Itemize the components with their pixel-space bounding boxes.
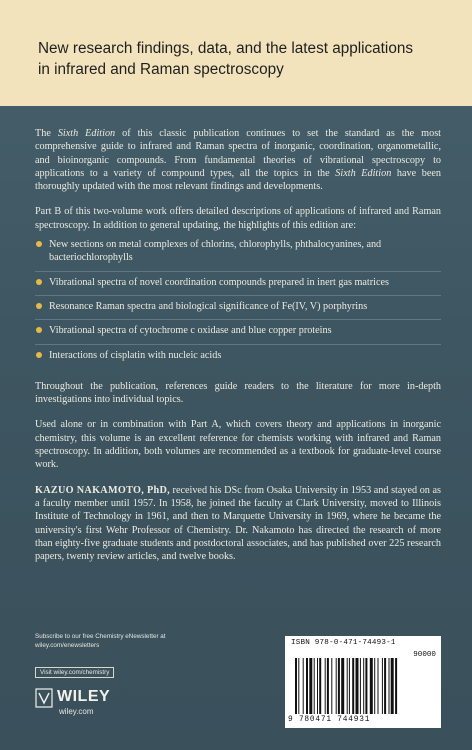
- price-code: 90000: [413, 651, 436, 659]
- author-bio: received his DSc from Osaka University in 1953 and stayed on as a faculty member until 1957. In 1958, he joined the faculty at Clark University, moved to Illinois Institute of Technology in 1961, and then to Marquette University in 1969, where he became the university's first Wehr Professor of Chemistry. Dr. Nakamoto has directed the research of more than eighty-five graduate students and postdoctoral associates, and has published over 225 research papers, twenty review articles, and twelve books.: [35, 484, 441, 563]
- intro-mid: of this classic publication continues to set the standard as the most comprehensive guide to infrared and Raman spectra of inorganic, coordination, organometallic, and bioinorganic compounds. From fundamental theories of vibrational spectroscopy to applications to a variety of compound types, all the topics in the: [35, 128, 441, 179]
- headline-line-1: New research findings, data, and the latest applications: [38, 40, 413, 57]
- barcode: [285, 636, 441, 728]
- publisher-name: WILEY: [57, 688, 111, 705]
- edition-title: Sixth Edition: [335, 167, 392, 179]
- highlight-item: [35, 300, 441, 320]
- highlights-list: [35, 238, 441, 368]
- newsletter-line-1: Subscribe to our free Chemistry eNewsletter at: [35, 633, 166, 640]
- highlight-text: Resonance Raman spectra and biological significance of Fe(IV, V) porphyrins: [49, 300, 368, 312]
- references-paragraph: Throughout the publication, references guide readers to the literature for more in-depth investigations into individual topics.: [35, 380, 441, 406]
- highlight-text: Vibrational spectra of novel coordination compounds prepared in inert gas matrices: [49, 276, 389, 288]
- highlight-text: Interactions of cisplatin with nucleic acids: [49, 349, 222, 361]
- newsletter-note: [35, 632, 235, 650]
- bullet-icon: [36, 279, 42, 285]
- intro-pre: The: [35, 128, 58, 139]
- ean-digits: 9 780471 744931: [288, 716, 371, 724]
- headline-banner: [0, 0, 472, 106]
- part-b-paragraph: Part B of this two-volume work offers detailed descriptions of applications of infrared and Raman spectroscopy. In addition to general updating, the highlights of this edition are:: [35, 206, 441, 231]
- author-paragraph: [35, 484, 441, 564]
- usage-paragraph: Used alone or in combination with Part A, which covers theory and applications in inorganic chemistry, this volume is an excellent reference for chemists working with infrared and Raman spectroscopy. In addition, both volumes are recommended as a textbook for graduate-level course work.: [35, 419, 441, 471]
- highlight-item: [35, 276, 441, 296]
- highlight-text: Vibrational spectra of cytochrome c oxidase and blue copper proteins: [49, 325, 332, 337]
- bullet-icon: [36, 241, 42, 247]
- publisher-logo: [35, 688, 145, 728]
- publisher-url[interactable]: wiley.com: [59, 707, 94, 716]
- wiley-mark-icon: [35, 688, 53, 708]
- description: [35, 127, 441, 575]
- bullet-icon: [36, 303, 42, 309]
- highlight-item: [35, 349, 441, 368]
- headline-line-2: in infrared and Raman spectroscopy: [38, 61, 284, 78]
- highlight-item: [35, 238, 441, 272]
- intro-paragraph: [35, 127, 441, 193]
- isbn-text: ISBN 978-0-471-74493-1: [291, 639, 396, 647]
- bullet-icon: [36, 352, 42, 358]
- highlight-text: New sections on metal complexes of chlorins, chlorophylls, phthalocyanines, and bacteriochlorophylls: [49, 239, 382, 264]
- intro-post: have been thoroughly updated with the most relevant findings and developments.: [35, 167, 442, 193]
- author-name: KAZUO NAKAMOTO, PhD,: [35, 484, 170, 496]
- headline: [38, 38, 448, 80]
- edition-title: Sixth Edition: [57, 128, 116, 139]
- highlight-item: [35, 324, 441, 344]
- barcode-bars: [289, 658, 437, 716]
- visit-link[interactable]: Visit wiley.com/chemistry: [35, 667, 114, 678]
- newsletter-link[interactable]: wiley.com/enewsletters: [35, 642, 100, 649]
- bullet-icon: [36, 327, 42, 333]
